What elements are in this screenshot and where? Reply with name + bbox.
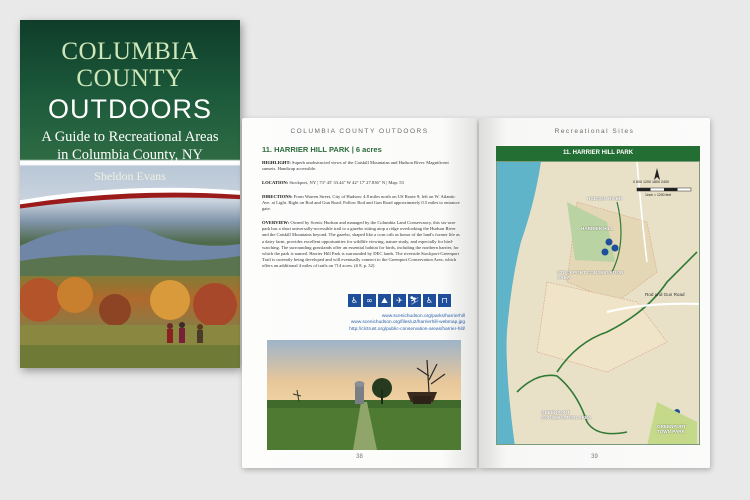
activity-icons bbox=[348, 294, 451, 307]
park-photo bbox=[267, 340, 461, 450]
highlight-paragraph bbox=[262, 160, 462, 172]
bird-icon: ✈ bbox=[393, 294, 406, 307]
left-page-number: 38 bbox=[356, 454, 363, 460]
map-label-greenport-park: GREENPORT TOWN PARK bbox=[657, 424, 687, 434]
right-page bbox=[479, 118, 710, 468]
cover-title-line2: COUNTY bbox=[76, 65, 184, 92]
highlight-label: HIGHLIGHT: bbox=[262, 160, 291, 165]
wheelchair-icon: ♿ bbox=[423, 294, 436, 307]
right-page-number: 39 bbox=[591, 454, 598, 460]
map-label-hudson-river: HUDSON RIVER bbox=[587, 196, 623, 201]
overview-label: OVERVIEW: bbox=[262, 220, 290, 225]
binoculars-icon: ∞ bbox=[363, 294, 376, 307]
left-page bbox=[242, 118, 477, 468]
cover-title-line3: OUTDOORS bbox=[47, 94, 212, 124]
right-page-header: Recreational Sites bbox=[554, 128, 635, 135]
directions-paragraph bbox=[262, 194, 462, 213]
link-clctrust[interactable]: http://clctrust.org/public-conservation-areas/harrier-hill/ bbox=[349, 326, 465, 332]
left-page-header: COLUMBIA COUNTY OUTDOORS bbox=[290, 128, 429, 135]
link-webmap[interactable]: www.scenichudson.org/files/u2/harrierhill-webmap.jpg bbox=[350, 320, 465, 326]
autumn-trees bbox=[20, 270, 240, 368]
map-title: 11. HARRIER HILL PARK bbox=[496, 146, 700, 161]
cover-subtitle-line2: in Columbia County, NY bbox=[57, 147, 203, 163]
skier-icon: ⛷ bbox=[409, 296, 420, 305]
directions-label: DIRECTIONS: bbox=[262, 194, 293, 199]
map-label-stockport: STOCKPORT CONSERVATION AREA bbox=[557, 270, 624, 280]
map-label-greenport-ca: GREENPORT CONSERVATION AREA bbox=[541, 410, 592, 420]
open-book bbox=[242, 112, 710, 472]
location-label: LOCATION: bbox=[262, 180, 289, 185]
cover-title-line1: COLUMBIA bbox=[61, 38, 199, 65]
cover-author: Sheldon Evans bbox=[94, 169, 166, 183]
section-title: 11. HARRIER HILL PARK | 6 acres bbox=[262, 145, 382, 154]
accessible-icon: ♿ bbox=[348, 294, 361, 307]
map-scale-text: 0 600 1200 1800 2400 bbox=[633, 180, 669, 184]
map-label-harrier-hill: HARRIER HILL bbox=[581, 226, 614, 231]
highlight-text: Superb unobstructed views of the Catskill Mountains and Hudson River. Magnificent sunsets. Handicap accessible. bbox=[262, 160, 449, 172]
location-paragraph bbox=[262, 180, 462, 186]
map-label-rod-gun-road: Rod and Gun Road bbox=[645, 292, 685, 297]
mountain-landscape bbox=[20, 206, 240, 276]
overview-paragraph bbox=[262, 220, 462, 270]
picnic-icon: ⊓ bbox=[438, 294, 451, 307]
overview-text: Owned by Scenic Hudson and managed by the Columbia Land Conservancy, this six-acre park has a short universally-accessible trail to a gazebo sitting atop a ridge overlooking the Hudson River and the Catskill Mountains beyond. The gazebo, shaped like a corn crib as honor of the land's former life as a dairy farm, provides excellent opportunities for wildlife viewing, nature study, and especially for bird-watching. The surrounding grasslands offer an essential habitat for birds, including the northern harrier, for which the park is named. Harrier Hill Park is surrounded by DEC lands. The riverside Stockport-Greenport Trail is currently being developed and will eventually connect to the Greenport Conservation Area, which offers an additional 4 miles of trails on 714 acres. (# 8, p. 32) bbox=[262, 220, 460, 269]
cover-subtitle-line1: A Guide to Recreational Areas bbox=[41, 129, 219, 145]
hiker-icon: ⛰ bbox=[378, 294, 391, 307]
location-text: Stockport, NY | 73° 45' 33.44" W 42° 17' 27.836" N | Map: 53 bbox=[289, 180, 404, 185]
web-links bbox=[349, 314, 465, 333]
hikers-figures bbox=[160, 320, 210, 350]
link-park[interactable]: www.scenichudson.org/parks/harrierhill bbox=[381, 314, 465, 319]
park-map bbox=[496, 161, 700, 445]
directions-text: From Warren Street, City of Hudson: 4.8 miles north on US Route 9; left on W. Atlantic Ave. at Light. Right on Rod and Gun Road. Follow Rod and Gun Road approximately 0.5 miles to entrance gate. bbox=[262, 194, 460, 212]
map-scale-unit: 1inch = 1200 feet bbox=[645, 193, 672, 197]
map-graphic bbox=[497, 162, 700, 445]
book-cover bbox=[20, 20, 240, 368]
